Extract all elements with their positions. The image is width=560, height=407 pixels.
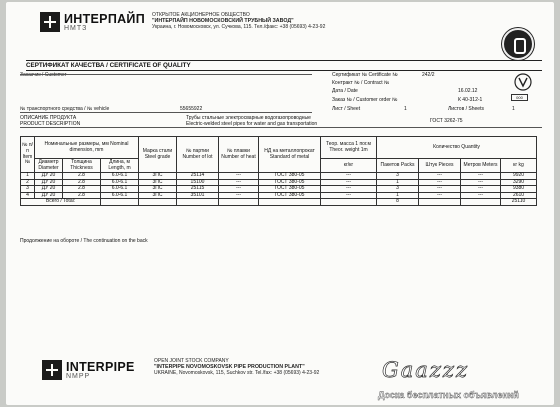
col-heat: № плавки Number of heat [219, 137, 259, 173]
footer-company-name: "INTERPIPE NOVOMOSKOVSK PIPE PRODUCTION PLANT" [154, 364, 305, 370]
sheet-label: Лист / Sheet [332, 106, 361, 112]
product-desc-en: PRODUCT DESCRIPTION [20, 121, 81, 127]
table-cell: 1 [377, 179, 419, 186]
logo-cross-icon [42, 360, 62, 380]
continuation-note: Продолжение на обороте / The continuation on the back [20, 238, 148, 244]
table-cell: ДУ 20 [35, 186, 63, 193]
product-name-en: Electric-welded steel pipes for water and gas transportation [186, 121, 318, 127]
table-cell: ДУ 20 [35, 173, 63, 180]
total-kg: 25110 [501, 199, 537, 206]
footer-company-type: OPEN JOINT STOCK COMPANY [154, 358, 229, 364]
col-steel-grade: Марка стали Steel grade [139, 137, 177, 173]
table-cell: 35101 [177, 192, 219, 199]
col-meters: Метров Meters [461, 159, 501, 173]
table-cell: --- [419, 173, 461, 180]
watermark: Доска бесплатных объявлений [378, 390, 519, 400]
signature: Gaazzz [382, 358, 470, 382]
table-cell: --- [321, 186, 377, 193]
table-cell: 2 [21, 179, 35, 186]
company-header [152, 12, 325, 30]
table-cell: 6.0-6.1 [101, 173, 139, 180]
table-cell: --- [419, 192, 461, 199]
table-cell: ДУ 20 [35, 192, 63, 199]
sheets-count: 1 [512, 106, 515, 112]
table-cell: --- [461, 179, 501, 186]
product-table [20, 136, 537, 206]
footer-brand: INTERPIPE [66, 359, 135, 374]
table-cell: 6.0-6.1 [101, 192, 139, 199]
col-standard: НД на металлопрокат Standard of metal [259, 137, 321, 173]
total-label: Всего / Total: [21, 199, 101, 206]
certificate-sheet [6, 2, 554, 405]
col-pieces: Штук Pieces [419, 159, 461, 173]
stamp-box: 000 [511, 94, 528, 101]
date-value: 16.02.12 [458, 88, 478, 94]
ukrsepro-mark-icon [512, 72, 534, 92]
table-cell: 25115 [177, 186, 219, 193]
table-cell: 6.0-6.1 [101, 179, 139, 186]
footer-address: UKRAINE, Novomoskovsk, 115, Suchkov str. Tel./fax: +38 (05693) 4-23-92 [154, 370, 320, 376]
certificate-number: 242/2 [422, 72, 435, 78]
contract-label: Контракт № / Contract № [332, 80, 390, 86]
interpipe-logo [40, 12, 145, 32]
table-cell: 2610 [501, 192, 537, 199]
table-cell: 1 [377, 192, 419, 199]
table-cell: ГОСТ 380-05 [259, 192, 321, 199]
company-type: ОТКРЫТОЕ АКЦИОНЕРНОЕ ОБЩЕСТВО [152, 12, 250, 18]
page-title: СЕРТИФИКАТ КАЧЕСТВА / CERTIFICATE OF QUALITY [26, 60, 542, 71]
table-cell: 25114 [177, 173, 219, 180]
table-cell: 2.8 [63, 186, 101, 193]
table-cell: ДУ 20 [35, 179, 63, 186]
table-cell: --- [219, 179, 259, 186]
vehicle-label: № транспортного средства / № vehicle [20, 106, 110, 112]
table-cell: 3 [377, 186, 419, 193]
table-cell: ГОСТ 380-05 [259, 173, 321, 180]
table-cell: --- [461, 192, 501, 199]
col-diameter: Диаметр Diameter [35, 159, 63, 173]
customer-label: Заказчик / Customer [20, 72, 67, 78]
table-cell: 3 [21, 186, 35, 193]
col-lot: № партии Number of lot [177, 137, 219, 173]
table-cell: 6.0-6.1 [101, 186, 139, 193]
table-cell: --- [419, 179, 461, 186]
table-cell: 3ПС [139, 186, 177, 193]
table-cell: 9380 [501, 186, 537, 193]
company-address: Украина, г. Новомосковск, ул. Сучкова, 115. Тел./факс: +38 (05693) 4-23-92 [152, 24, 326, 30]
brand-name: ИНТЕРПАЙП [64, 11, 146, 26]
table-cell: --- [219, 186, 259, 193]
sheet-number: 1 [404, 106, 407, 112]
col-nominal-dimensions: Номинальные размеры, мм Nominal dimension, mm [35, 137, 139, 159]
footer-company [154, 358, 319, 376]
table-cell: 1 [21, 173, 35, 180]
order-number: К 40-312-1 [458, 97, 483, 103]
table-cell: --- [321, 179, 377, 186]
table-cell: 2.8 [63, 179, 101, 186]
footer-brand-sub: NMPP [66, 372, 91, 380]
col-kg-kg: кг/кг [321, 159, 377, 173]
table-cell: --- [321, 173, 377, 180]
table-cell: --- [461, 173, 501, 180]
brand-sub: НМТЗ [64, 24, 88, 32]
table-cell: 4 [21, 192, 35, 199]
total-packs: 8 [377, 199, 419, 206]
interpipe-footer-logo [42, 360, 135, 380]
col-quantity: Количество Quantity [377, 137, 537, 159]
company-name: "ИНТЕРПАЙП НОВОМОСКОВСКИЙ ТРУБНЫЙ ЗАВОД" [152, 18, 294, 24]
table-cell: 3ПС [139, 179, 177, 186]
table-cell: --- [219, 173, 259, 180]
table-cell: 2.8 [63, 173, 101, 180]
table-cell: 15100 [177, 179, 219, 186]
sheets-label: Листов / Sheets [448, 106, 484, 112]
order-label: Заказ № / Customer order № [332, 97, 398, 103]
product-desc-ru: ОПИСАНИЕ ПРОДУКТА [20, 115, 77, 121]
table-cell: --- [419, 186, 461, 193]
table-cell: --- [219, 192, 259, 199]
table-cell: 3ПС [139, 192, 177, 199]
vehicle-number: 55655922 [180, 106, 203, 112]
table-cell: ГОСТ 380-05 [259, 186, 321, 193]
product-standard: ГОСТ 3262-75 [430, 118, 463, 124]
logo-cross-icon [40, 12, 60, 32]
table-cell: 2.8 [63, 192, 101, 199]
certification-badge-icon [502, 28, 534, 60]
certificate-label: Сертификат № Certificate № [332, 72, 398, 78]
total-row [21, 199, 537, 206]
table-cell: 3ПС [139, 173, 177, 180]
table-cell: ГОСТ 380-05 [259, 179, 321, 186]
col-thickness: Толщина Thickness [63, 159, 101, 173]
col-item: № п/п Item № [21, 137, 35, 173]
table-cell: 3 [377, 173, 419, 180]
col-packs: Пакетов Packs [377, 159, 419, 173]
col-length: Длина, м Length, m [101, 159, 139, 173]
col-kg: кг kg [501, 159, 537, 173]
col-theor-weight: Теор. масса 1 пог.м Theor. weight 1m [321, 137, 377, 159]
table-row [21, 192, 537, 199]
product-name-ru: Трубы стальные электросварные водогазопроводные [186, 115, 311, 121]
table-cell: --- [321, 192, 377, 199]
table-cell: 9920 [501, 173, 537, 180]
table-cell: --- [461, 186, 501, 193]
table-cell: 3290 [501, 179, 537, 186]
date-label: Дата / Date [332, 88, 358, 94]
